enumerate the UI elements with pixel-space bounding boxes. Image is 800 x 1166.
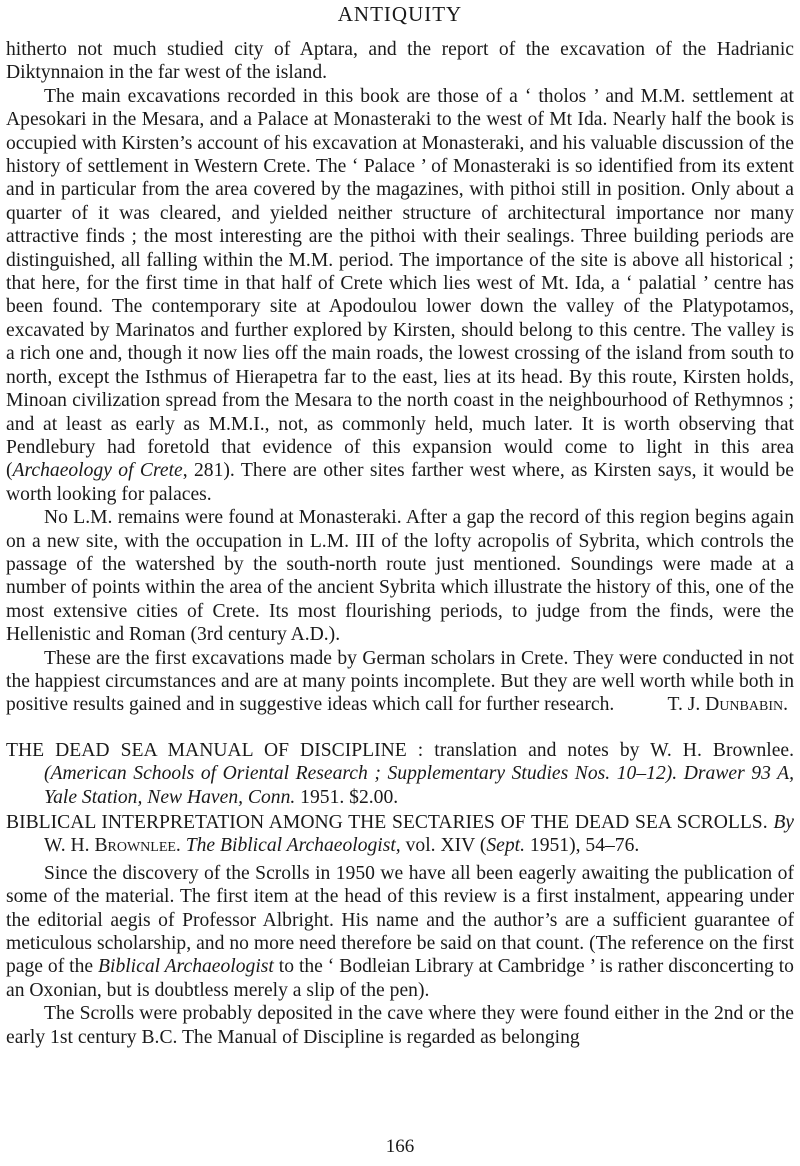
paragraph: Since the discovery of the Scrolls in 1950 we have all been eagerly awaiting the publication of some of the material. The first item at the head of this review is a first instalment, appearing under the editorial aegis of Professor Albright. His name and the author’s are a sufficient guarantee of meticulous scholarship, and no more need therefore be said on that count. (The reference on the first page of the Biblical Archaeologist to the ‘ Bodleian Library at Cambridge ’ is rather disconcerting to an Oxonian, but is doubtless merely a slip of the pen). xyxy=(6,862,794,1001)
running-head: ANTIQUITY xyxy=(337,2,463,26)
book-title: BIBLICAL INTERPRETATION AMONG THE SECTARIES OF THE DEAD SEA SCROLLS. xyxy=(6,812,768,833)
review-heading: BIBLICAL INTERPRETATION AMONG THE SECTARIES OF THE DEAD SEA SCROLLS. By W. H. Brownlee. The Biblical Archaeologist, vol. XIV (Sept. 1951), 54–76. xyxy=(6,812,794,857)
book-title: THE DEAD SEA MANUAL OF DISCIPLINE : xyxy=(6,739,424,761)
page-number: 166 xyxy=(385,1136,415,1157)
paragraph: The main excavations recorded in this book are those of a ‘ tholos ’ and M.M. settlement at Apesokari in the Mesara, and a Palace at Monasteraki to the west of Mt Ida. Nearly half the book is occupied with Kirsten’s account of his excavation at Monasteraki, and his valuable discussion of the history of settlement in Western Crete. The ‘ Palace ’ of Monasteraki is so identified from its extent and in particular from the area covered by the magazines, with pithoi still in position. Only about a quarter of it was cleared, and yielded neither structure of architectural importance nor many attractive finds ; the most interesting are the pithoi with their sealings. Three building periods are distinguished, all falling within the M.M. period. The importance of the site is above all historical ; that here, for the first time in that half of Crete which lies west of Mt. Ida, a ‘ palatial ’ centre has been found. The contemporary site at Apodoulou lower down the valley of the Platypotamos, excavated by Marinatos and further explored by Kirsten, should belong to this centre. The valley is a rich one and, though it now lies off the main roads, the lowest crossing of the island from south to north, except the Isthmus of Hierapetra far to the east, lies at its head. By this route, Kirsten holds, Minoan civilization spread from the Mesara to the north coast in the neighbourhood of Rethymnos ; and at least as early as M.M.I., not, as commonly held, much later. It is worth observing that Pendlebury had foretold that evidence of this expansion would come to light in this area (Archaeology of Crete, 281). There are other sites farther west where, as Kirsten says, it would be worth looking for palaces. xyxy=(6,85,795,505)
body-text xyxy=(6,38,794,1049)
paragraph: hitherto not much studied city of Aptara, and the report of the excavation of the Hadrianic Diktynnaion in the far west of the island. xyxy=(6,39,794,84)
paragraph: No L.M. remains were found at Monasteraki. After a gap the record of this region begins again on a new site, with the occupation in L.M. III of the lofty acropolis of Sybrita, which controls the passage of the watershed by the south-north route just mentioned. Soundings were made at a number of points within the area of the ancient Sybrita which illustrate the history of this, one of the most extensive cities of Crete. Its most flourishing periods, to judge from the finds, were the Hellenistic and Roman (3rd century A.D.). xyxy=(6,507,794,646)
reviewer-signature: T. J. Dunbabin. xyxy=(667,694,788,716)
review-heading: THE DEAD SEA MANUAL OF DISCIPLINE : translation and notes by W. H. Brownlee. (American Schools of Oriental Research ; Supplementary Studies Nos. 10–12). Drawer 93 A, Yale Station, New Haven, Conn. 1951. $2.00. xyxy=(6,739,794,808)
paragraph: These are the first excavations made by German scholars in Crete. They were conducted in not the happiest circumstances and are at many points incomplete. But they are well worth while both in positive results gained and in suggestive ideas which call for further research. T. J. Dunbabin. xyxy=(6,647,794,716)
paragraph: The Scrolls were probably deposited in the cave where they were found either in the 2nd or the early 1st century B.C. The Manual of Discipline is regarded as belonging xyxy=(6,1003,794,1048)
